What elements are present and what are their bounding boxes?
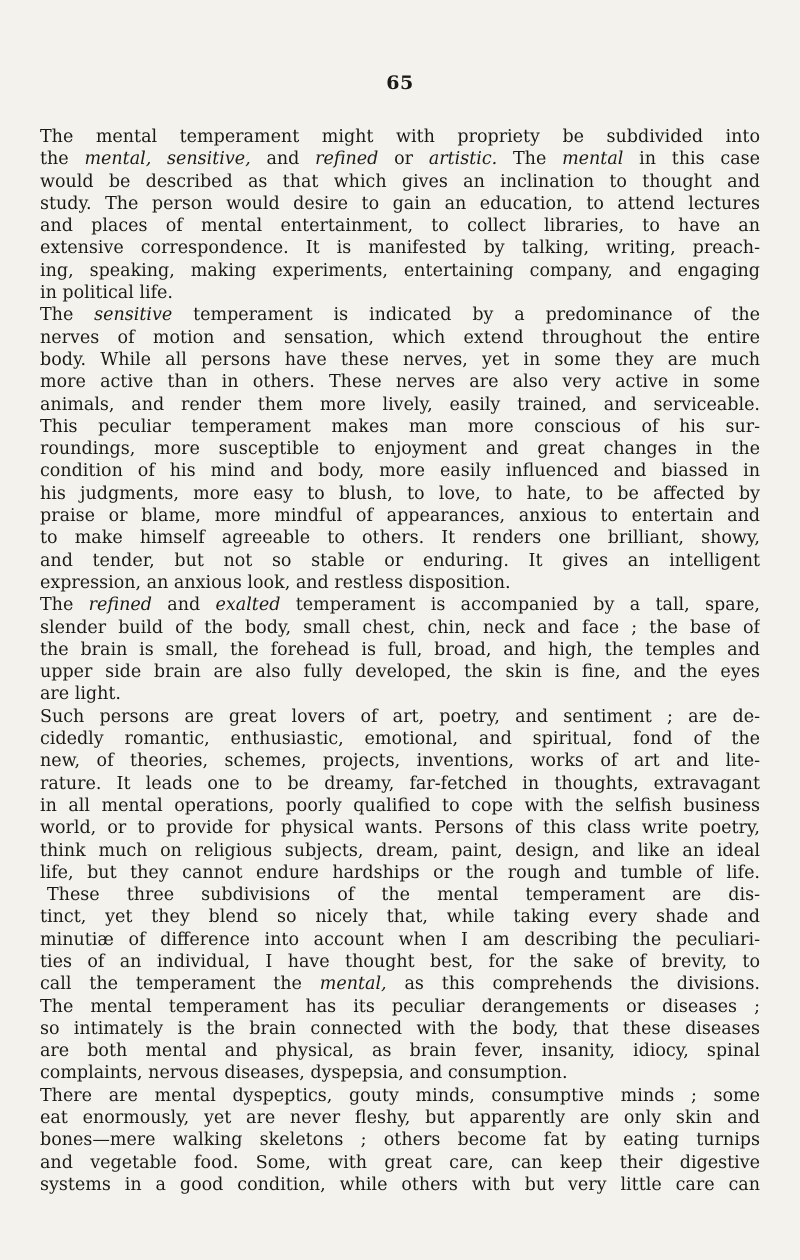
italic-text: refined [315, 149, 379, 170]
text-line [40, 973, 760, 995]
text-run: would be described as that which gives an inclination to thought and [40, 171, 760, 192]
text-line [40, 438, 760, 460]
text-run: The mental temperament has its peculiar derangements or diseases ; [40, 996, 760, 1017]
text-line [40, 148, 760, 170]
text-run: tinct, yet they blend so nicely that, while taking every shade and [40, 907, 760, 928]
text-run: in political life. [40, 283, 173, 304]
text-line [40, 617, 760, 639]
text-run: and places of mental entertainment, to collect libraries, to have an [40, 216, 760, 237]
text-line [40, 371, 760, 393]
text-line [40, 282, 760, 304]
text-line [40, 572, 760, 594]
text-run: condition of his mind and body, more easily influenced and biassed in [40, 461, 760, 482]
text-line [40, 126, 760, 148]
text-line [40, 639, 760, 661]
text-line [40, 817, 760, 839]
text-line [40, 527, 760, 549]
text-run: expression, an anxious look, and restless disposition. [40, 572, 511, 593]
text-run: in all mental operations, poorly qualified to cope with the selfish business [40, 795, 760, 816]
text-run: and tender, but not so stable or enduring. It gives an intelligent [40, 550, 760, 571]
text-run: upper side brain are also fully developed, the skin is fine, and the eyes [40, 662, 760, 683]
text-line [40, 996, 760, 1018]
text-run: think much on religious subjects, dream, paint, design, and like an ideal [40, 840, 760, 861]
text-line [40, 728, 760, 750]
text-line [40, 594, 760, 616]
text-run: This peculiar temperament makes man more conscious of his sur- [40, 416, 760, 437]
italic-text: refined [88, 595, 152, 616]
text-run: eat enormously, yet are never fleshy, but apparently are only skin and [40, 1108, 760, 1129]
text-run: extensive correspondence. It is manifested by talking, writing, preach- [40, 238, 760, 259]
text-line [40, 1152, 760, 1174]
text-line [40, 193, 760, 215]
body-text [40, 126, 760, 1196]
text-run: minutiæ of difference into account when I am describing the peculiari- [40, 929, 760, 950]
text-run: body. While all persons have these nerves, yet in some they are much [40, 349, 760, 370]
text-run: The [497, 149, 563, 170]
text-run: ties of an individual, I have thought best, for the sake of brevity, to [40, 951, 760, 972]
text-line [40, 505, 760, 527]
text-run: world, or to provide for physical wants. Persons of this class write poetry, [40, 818, 760, 839]
page-number: 65 [386, 72, 414, 94]
text-line [40, 884, 760, 906]
text-run: new, of theories, schemes, projects, inventions, works of art and lite- [40, 751, 760, 772]
text-run: or [378, 149, 429, 170]
text-line [40, 951, 760, 973]
text-run: ing, speaking, making experiments, entertaining company, and engaging [40, 260, 760, 281]
text-run: and [151, 595, 216, 616]
text-line [40, 1018, 760, 1040]
text-line [40, 862, 760, 884]
text-run: and [250, 149, 316, 170]
text-line [40, 327, 760, 349]
text-line [40, 460, 760, 482]
text-line [40, 1174, 760, 1196]
text-run: complaints, nervous diseases, dyspepsia, and consumption. [40, 1063, 568, 1084]
text-line [40, 416, 760, 438]
text-run: Such persons are great lovers of art, poetry, and sentiment ; are de- [40, 706, 760, 727]
text-run: more active than in others. These nerves are also very active in some [40, 372, 760, 393]
text-run: study. The person would desire to gain an education, to attend lectures [40, 193, 760, 214]
text-run: to make himself agreeable to others. It renders one brilliant, showy, [40, 528, 760, 549]
text-run: bones—mere walking skeletons ; others become fat by eating turnips [40, 1130, 760, 1151]
text-line [40, 237, 760, 259]
text-line [40, 661, 760, 683]
text-line [40, 1062, 760, 1084]
text-run: so intimately is the brain connected with the body, that these diseases [40, 1018, 760, 1039]
text-run: and vegetable food. Some, with great care, can keep their digestive [40, 1152, 760, 1173]
text-run: are light. [40, 684, 121, 705]
text-line [40, 394, 760, 416]
text-line [40, 929, 760, 951]
italic-text: exalted [215, 595, 281, 616]
text-run: roundings, more susceptible to enjoyment and great changes in the [40, 439, 760, 460]
text-run: the brain is small, the forehead is full, broad, and high, the temples and [40, 639, 760, 660]
text-line [40, 795, 760, 817]
text-line [40, 260, 760, 282]
text-run: praise or blame, more mindful of appearances, anxious to entertain and [40, 506, 760, 527]
text-line [40, 349, 760, 371]
text-run: The mental temperament might with propriety be subdivided into [40, 127, 760, 147]
text-run: the [40, 149, 85, 170]
text-line [40, 550, 760, 572]
text-run: rature. It leads one to be dreamy, far-fetched in thoughts, extravagant [40, 773, 760, 794]
text-line [40, 683, 760, 705]
text-run: These three subdivisions of the mental temperament are dis- [47, 885, 760, 906]
text-line [40, 706, 760, 728]
text-run: his judgments, more easy to blush, to love, to hate, to be affected by [40, 483, 760, 504]
text-run: in this case [623, 149, 760, 170]
text-run: temperament is accompanied by a tall, spare, [280, 595, 760, 616]
text-run: temperament is indicated by a predominance of the [172, 305, 760, 326]
text-line [40, 1040, 760, 1062]
text-line [40, 171, 760, 193]
text-line [40, 773, 760, 795]
text-run: life, but they cannot endure hardships or the rough and tumble of life. [40, 862, 760, 883]
text-run: call the temperament the [40, 974, 320, 995]
text-run: systems in a good condition, while others with but very little care can [40, 1174, 760, 1195]
text-run: nerves of motion and sensation, which extend throughout the entire [40, 327, 760, 348]
text-line [40, 483, 760, 505]
text-run: slender build of the body, small chest, chin, neck and face ; the base of [40, 617, 760, 638]
italic-text: sensitive [94, 305, 173, 326]
text-run: are both mental and physical, as brain fever, insanity, idiocy, spinal [40, 1041, 760, 1062]
italic-text: mental [562, 149, 624, 170]
text-run: There are mental dyspeptics, gouty minds, consumptive minds ; some [40, 1085, 760, 1106]
text-line [40, 1129, 760, 1151]
italic-text: artistic. [428, 149, 498, 170]
text-run: animals, and render them more lively, easily trained, and serviceable. [40, 394, 760, 415]
text-line [40, 304, 760, 326]
text-line [40, 750, 760, 772]
text-run: cidedly romantic, enthusiastic, emotional, and spiritual, fond of the [40, 729, 760, 750]
text-run: The [40, 595, 89, 616]
text-line [40, 840, 760, 862]
text-run: The [40, 305, 95, 326]
italic-text: mental, sensitive, [84, 149, 251, 170]
text-line [40, 1085, 760, 1107]
text-line [40, 906, 760, 928]
italic-text: mental, [319, 974, 387, 995]
text-line [40, 1107, 760, 1129]
text-run: as this comprehends the divisions. [386, 974, 760, 995]
text-line [40, 215, 760, 237]
